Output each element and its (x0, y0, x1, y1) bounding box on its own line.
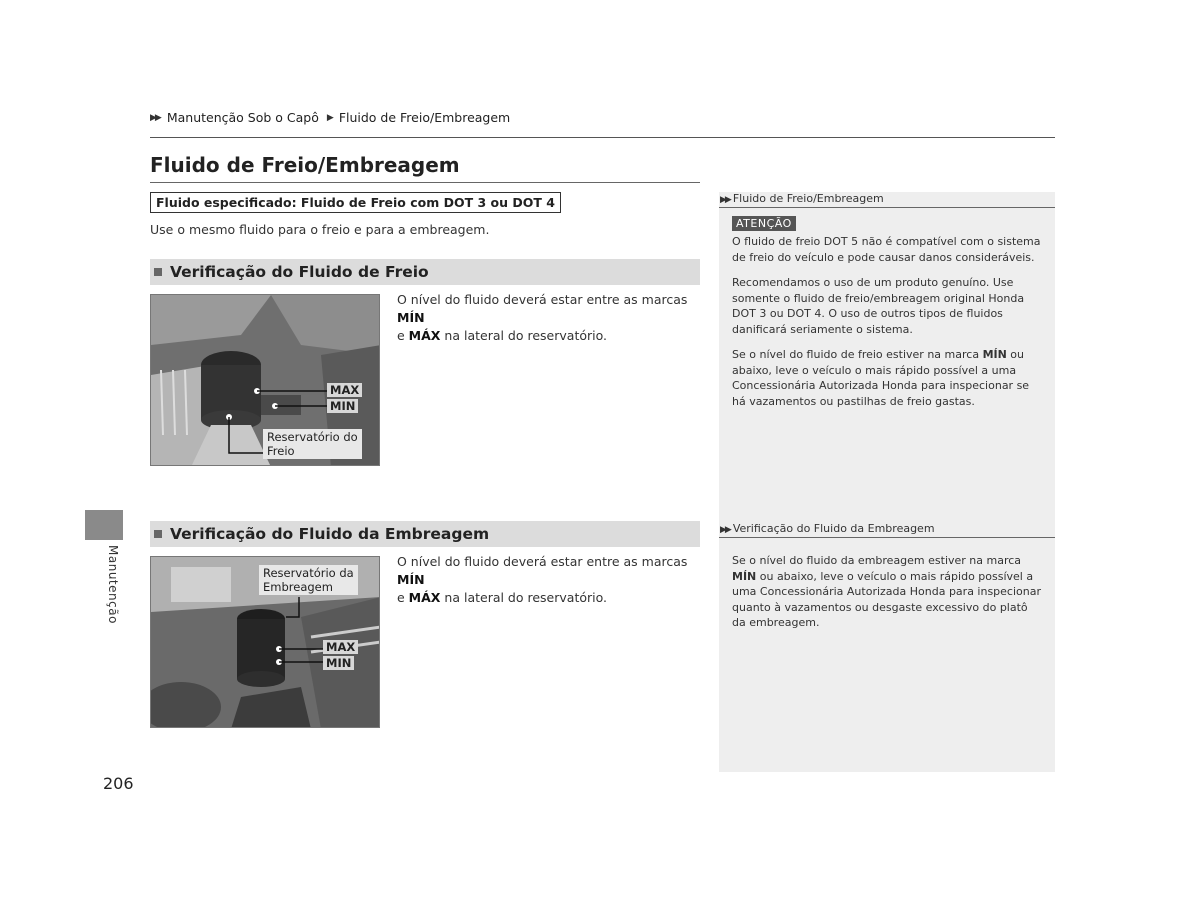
chapter-tab (85, 510, 123, 540)
min-mark: MÍN (982, 348, 1007, 361)
min-label: MIN (323, 656, 354, 670)
brake-reservoir-label (263, 429, 362, 459)
brake-instruction-text (397, 291, 702, 345)
attention-badge: ATENÇÃO (732, 216, 796, 231)
text-segment: ou abaixo, leve o veículo o mais rápido possível a uma Concessionária Autorizada Honda para inspecionar se há vazamentos ou pastilhas de freio gastas. (732, 348, 1030, 408)
chapter-tab-text: Manutenção (106, 545, 120, 624)
clutch-reservoir-label-line2: Embreagem (263, 580, 333, 594)
section-header-clutch (150, 521, 700, 547)
text-segment: ou abaixo, leve o veículo o mais rápido possível a uma Concessionária Autorizada Honda para inspecionar quanto à vazamentos ou desgaste excessivo do platô da embreagem. (732, 569, 1042, 630)
max-label: MAX (323, 640, 358, 654)
arrow-icon: ▶ (326, 112, 332, 123)
text-segment: e (397, 590, 409, 605)
use-text: Use o mesmo fluido para o freio e para a embreagem. (150, 222, 490, 237)
sidebar-head-clutch (719, 522, 1055, 538)
text-segment: O nível do fluido deverá estar entre as marcas (397, 554, 688, 569)
min-mark: MÍN (397, 310, 425, 325)
text-segment: e (397, 328, 409, 343)
chapter-tab-label (92, 545, 132, 635)
brake-reservoir-label-line1: Reservatório do (267, 430, 358, 444)
clutch-reservoir-label (259, 565, 358, 595)
sidebar-para-clutch-min (732, 553, 1044, 631)
double-arrow-icon: ▶▶ (150, 112, 160, 123)
min-label: MIN (327, 399, 358, 413)
square-bullet-icon (154, 530, 162, 538)
sidebar-head-text: Verificação do Fluido da Embreagem (732, 522, 935, 535)
clutch-reservoir-label-line1: Reservatório da (263, 566, 354, 580)
min-mark: MÍN (397, 572, 425, 587)
min-mark: MÍN (732, 569, 757, 583)
clutch-reservoir-image (150, 556, 380, 728)
section-title-clutch: Verificação do Fluido da Embreagem (170, 525, 490, 543)
text-segment: na lateral do reservatório. (440, 590, 608, 605)
sidebar-para-dot5: O fluido de freio DOT 5 não é compatível com o sistema de freio do veículo e pode causar danos consideráveis. (732, 235, 1041, 264)
section-header-brake (150, 259, 700, 285)
breadcrumb-item-maintenance: Manutenção Sob o Capô (166, 110, 319, 125)
clutch-instruction-text (397, 553, 702, 607)
brake-reservoir-image (150, 294, 380, 466)
max-mark: MÁX (408, 590, 441, 605)
section-title-brake: Verificação do Fluido de Freio (170, 263, 429, 281)
note-marker-icon: ▶▶ (720, 195, 730, 205)
sidebar-para-genuine: Recomendamos o uso de um produto genuíno. Use somente o fluido de freio/embreagem original Honda DOT 3 ou DOT 4. O uso de outros tipos de fluidos danificará seriamente o sistema. (732, 276, 1025, 336)
text-segment: Se o nível do fluido de freio estiver na marca (732, 348, 983, 361)
breadcrumb (150, 110, 510, 125)
note-marker-icon: ▶▶ (720, 525, 730, 535)
page-number: 206 (103, 774, 134, 793)
max-mark: MÁX (408, 328, 441, 343)
breadcrumb-item-fluid: Fluido de Freio/Embreagem (338, 110, 511, 125)
spec-box: Fluido especificado: Fluido de Freio com DOT 3 ou DOT 4 (150, 192, 561, 213)
max-label: MAX (327, 383, 362, 397)
page-title: Fluido de Freio/Embreagem (150, 153, 460, 177)
sidebar-head-text: Fluido de Freio/Embreagem (732, 192, 884, 205)
text-segment: na lateral do reservatório. (440, 328, 608, 343)
sidebar-head-fluid (719, 192, 1055, 208)
header-divider (150, 137, 1055, 138)
sidebar-para-brake-min (732, 347, 1044, 409)
square-bullet-icon (154, 268, 162, 276)
text-segment: Se o nível do fluido da embreagem estiver na marca (732, 554, 1022, 567)
brake-reservoir-label-line2: Freio (267, 444, 295, 458)
title-divider (150, 182, 700, 183)
text-segment: O nível do fluido deverá estar entre as marcas (397, 292, 688, 307)
